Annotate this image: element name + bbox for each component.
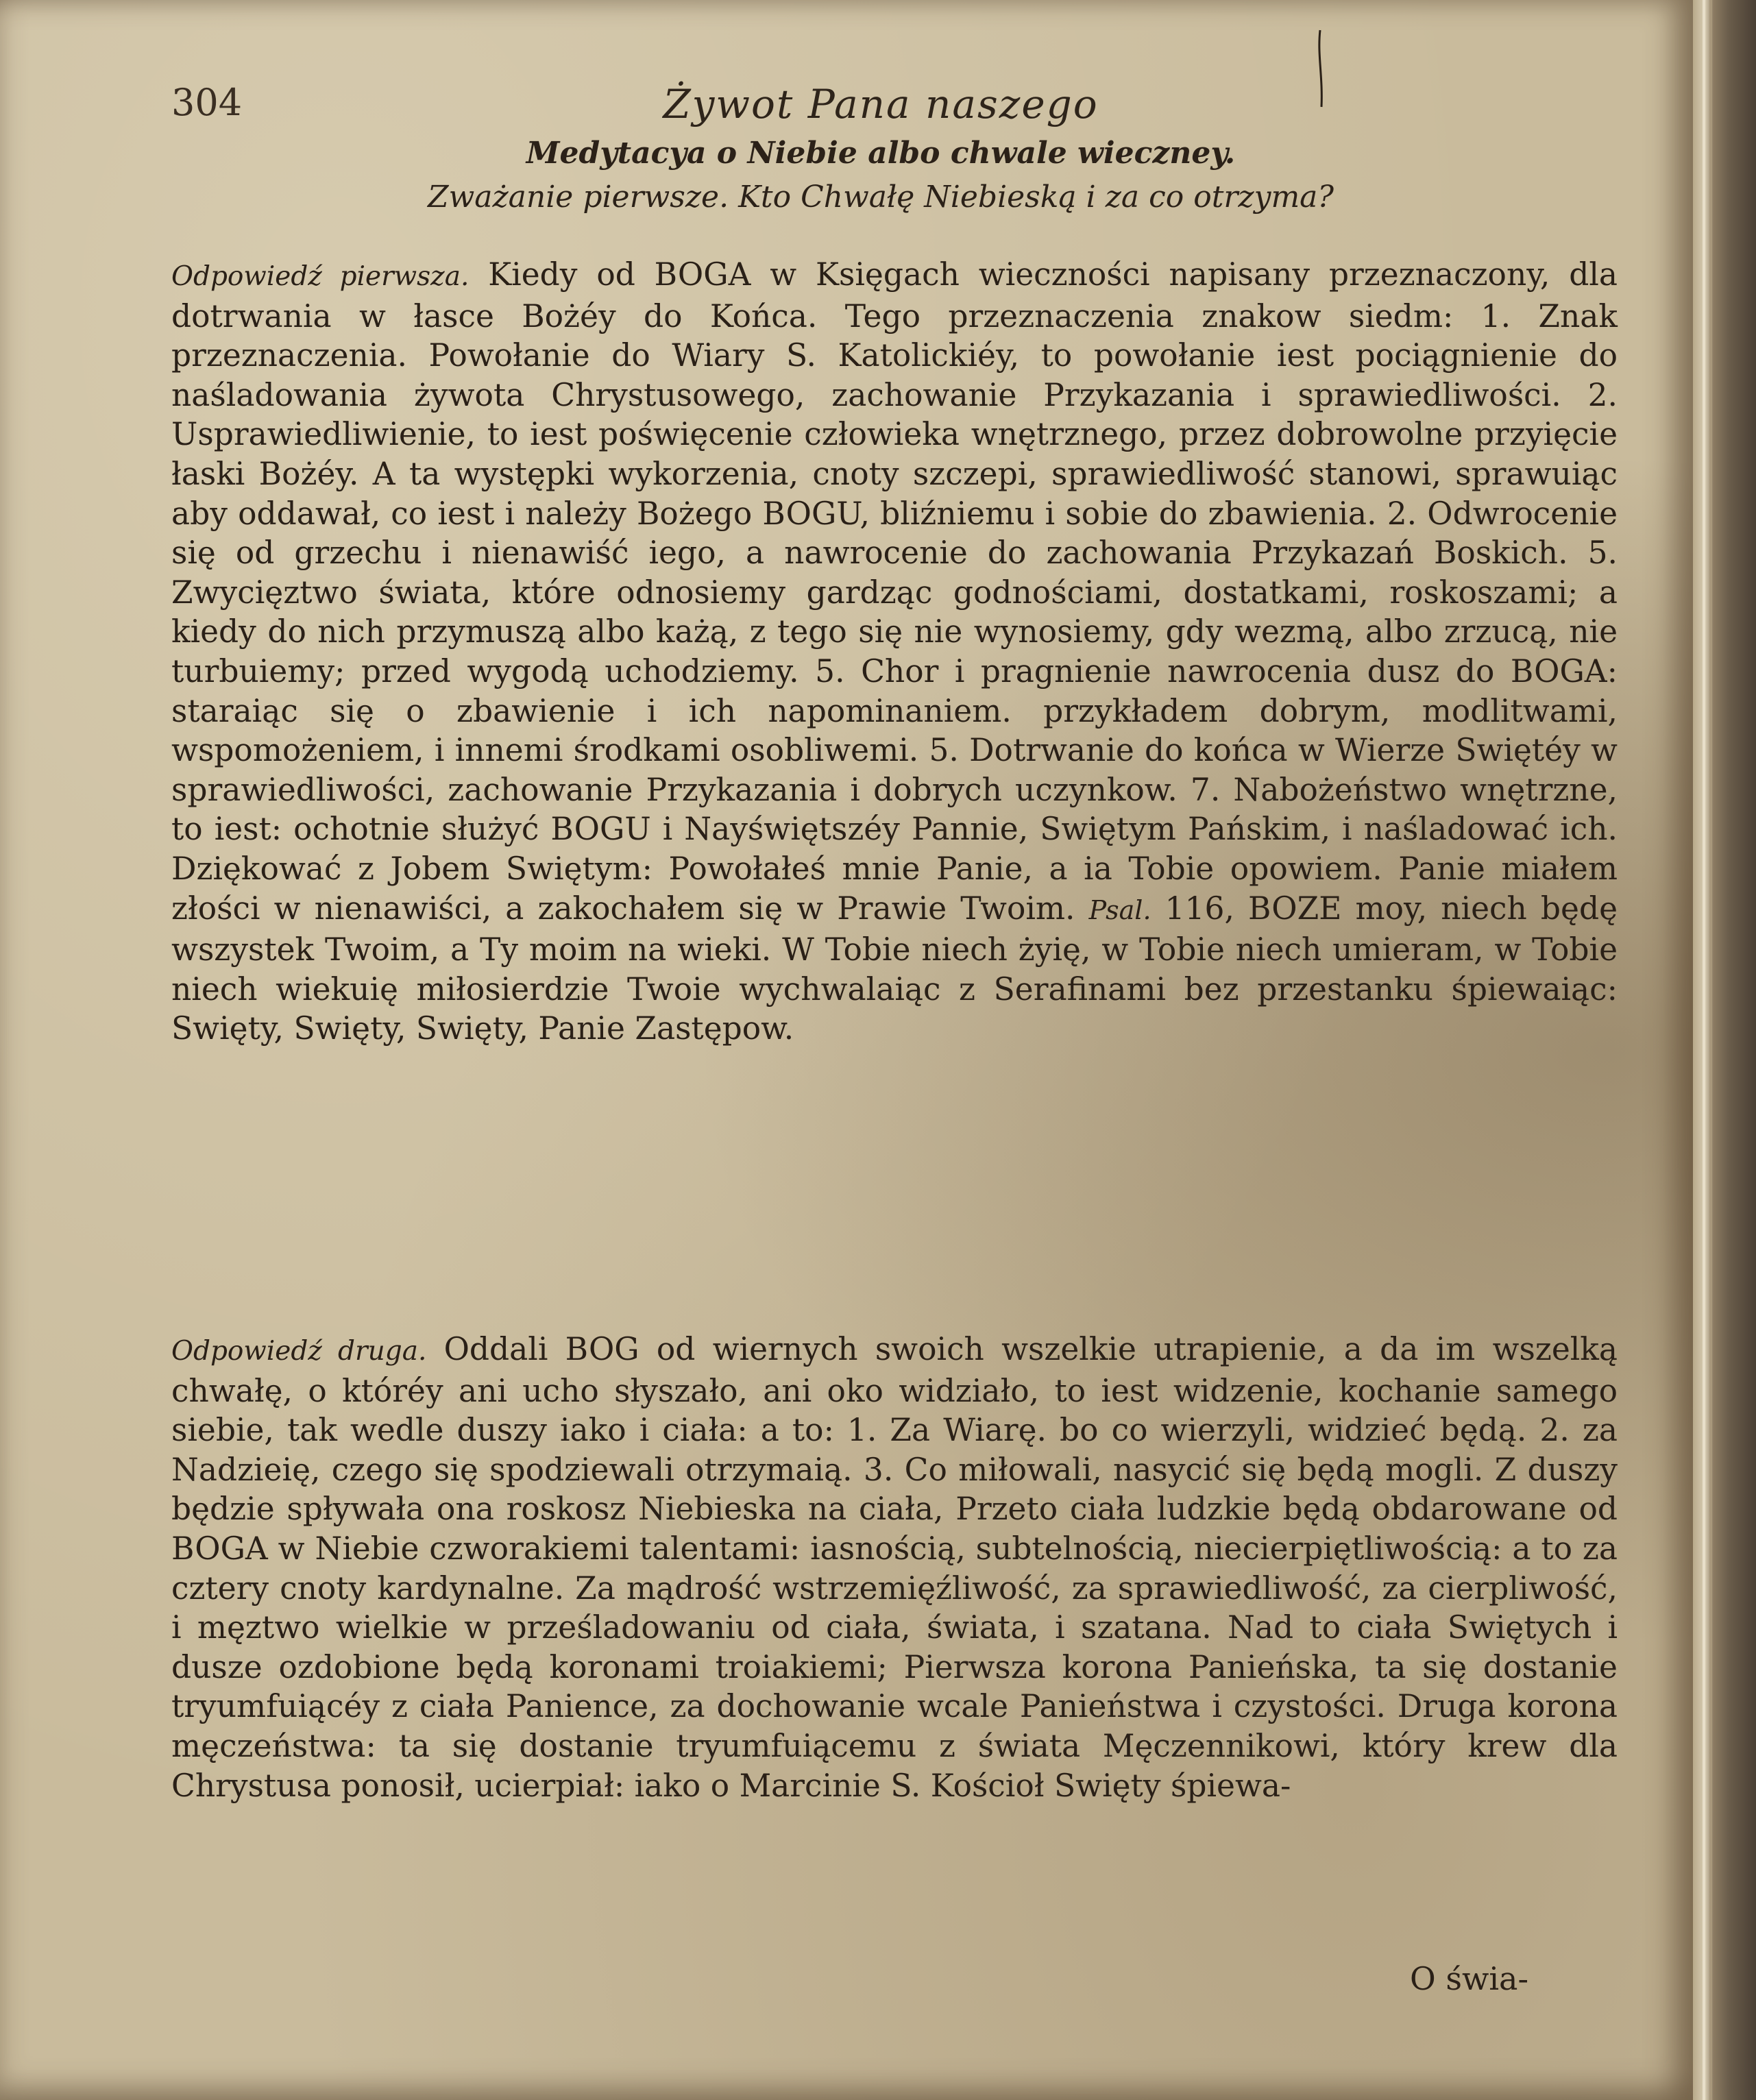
psalm-citation: Psal. xyxy=(1088,894,1151,925)
consideration-heading: Zważanie pierwsze. Kto Chwałę Niebieską i za co otrzyma? xyxy=(428,180,1334,215)
answer-text: Kiedy od BOGA w Księgach wieczności napisany przeznaczony, dla dotrwania w łasce Bożéy do Końca. Tego przeznaczenia znakow siedm: 1. Znak przeznaczenia. Powołanie do Wiary S. Katolickiéy, to powołanie iest pociągnienie do naśladowania żywota Chrystusowego, zachowanie Przykazania i sprawiedliwości. 2. Usprawiedliwienie, to iest poświęcenie człowieka wnętrznego, przez dobrowolne przyięcie łaski Bożéy. A ta występki wykorzenia, cnoty szczepi, sprawiedliwość stanowi, sprawuiąc aby oddawał, co iest i należy Bożego BOGU, bliźniemu i sobie do zbawienia. 2. Odwrocenie się od grzechu i nienawiść iego, a nawrocenie do zachowania Przykazań Boskich. 5. Zwycięztwo świata, które odnosiemy gardząc godnościami, dostatkami, roskoszami; a kiedy do nich przymuszą albo każą, z tego się nie wynosiemy, gdy wezmą, albo zrzucą, nie turbuiemy; przed wygodą uchodziemy. 5. Chor i pragnienie nawrocenia dusz do BOGA: staraiąc się o zbawienie i ich napominaniem. przykładem dobrym, modlitwami, wspomożeniem, i innemi środkami osobliwemi. 5. Dotrwanie do końca w Wierze Swiętéy w sprawiedliwości, zachowanie Przykazania i dobrych uczynkow. 7. Nabożeństwo wnętrzne, to iest: ochotnie służyć BOGU i Nayświętszéy Pannie, Swiętym Pańskim, i naśladować ich. Dziękować z Jobem Swiętym: Powołałeś mnie Panie, a ia Tobie opowiem. Panie miałem złości w nienawiści, a zakochałem się w Prawie Twoim. xyxy=(171,256,1618,927)
page-edge-line xyxy=(1703,0,1705,2100)
answer-lead: Odpowiedź pierwsza. xyxy=(171,261,470,292)
catchword: O świa- xyxy=(1410,1960,1528,1997)
page-number: 304 xyxy=(171,81,243,124)
meditation-title: Medytacya o Niebie albo chwale wieczney. xyxy=(526,136,1236,171)
answer-text: Oddali BOG od wiernych swoich wszelkie utrapienie, a da im wszelką chwałę, o któréy ani ucho słyszało, ani oko widziało, to iest widzenie, kochanie samego siebie, tak wedle duszy iako i ciała: a to: 1. Za Wiarę. bo co wierzyli, widzieć będą. 2. za Nadzieię, czego się spodziewali otrzymaią. 3. Co miłowali, nasycić się będą mogli. Z duszy będzie spływała ona roskosz Niebieska na ciała, Przeto ciała ludzkie będą obdarowane od BOGA w Niebie czworakiemi talentami: iasnością, subtelnością, niecierpiętliwością: a to za cztery cnoty kardynalne. Za mądrość wstrzemięźliwość, za sprawiedliwość, za cierpliwość, i męztwo wielkie w prześladowaniu od ciała, świata, i szatana. Nad to ciała Swiętych i dusze ozdobione będą koronami troiakiemi; Pierwsza korona Panieńska, ta się dostanie tryumfuiącéy z ciała Panience, za dochowanie wcale Panieństwa i czystości. Druga korona męczeństwa: ta się dostanie tryumfuiącemu z świata Męczennikowi, który krew dla Chrystusa ponosił, ucierpiał: iako o Marcinie S. Kościoł Swięty śpiewa- xyxy=(171,1331,1618,1804)
answer-paragraph-second xyxy=(171,1330,1618,1805)
book-edge xyxy=(1693,0,1756,2100)
page-edge-line xyxy=(1709,0,1712,2100)
page-header xyxy=(158,81,1604,143)
answer-lead: Odpowiedź druga. xyxy=(171,1336,427,1367)
running-head: Żywot Pana naszego xyxy=(663,81,1099,127)
answer-paragraph-first xyxy=(171,255,1618,1049)
answer-text-continued: 116, BOZE moy, niech będę wszystek Twoim, a Ty moim na wieki. W Tobie niech żyię, w Tobie niech umieram, w Tobie niech wiekuię miłosierdzie Twoie wychwalaiąc z Serafinami bez przestanku śpiewaiąc: Swięty, Swięty, Swięty, Panie Zastępow. xyxy=(171,890,1618,1047)
